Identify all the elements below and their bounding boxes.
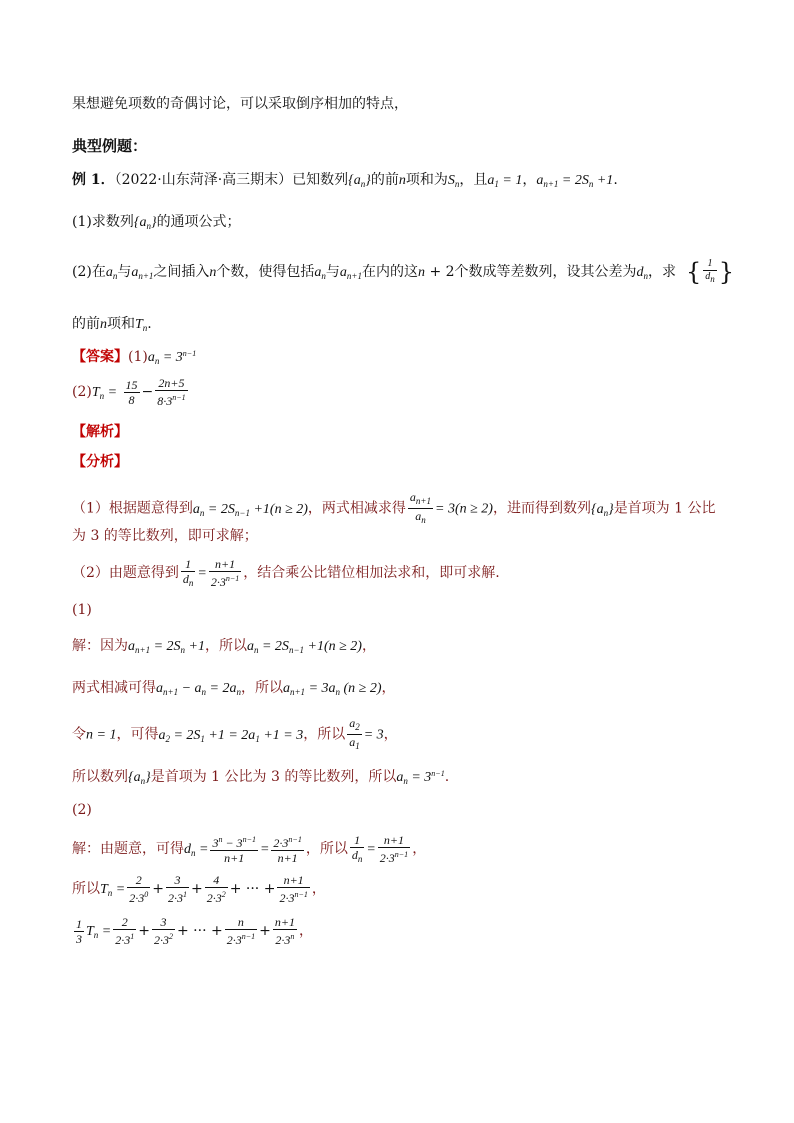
fenxi-line-2: 为 3 的等比数列，即可求解； — [72, 528, 258, 544]
sol2-label: (2) — [72, 802, 92, 818]
fenxi-text: （2）由题意得到 — [72, 565, 179, 581]
q2-text: 与 — [117, 264, 132, 280]
q2-text: ，求 — [648, 264, 677, 280]
q2-text: 之间插入 — [153, 264, 210, 280]
sol-text: ， — [412, 841, 427, 857]
answer-text: (2) — [72, 384, 92, 400]
sol-text: 令 — [72, 726, 86, 743]
sol2-line-1: 解：由题意，可得$d_n$ = $\frac{3^n - 3^{n-1}}{n+1}$ = $\frac{2\cdot 3^{n-1}}{n+1}$ ，所以 $\frac{1}{d_n}$ = $\frac{n+1}{2\cdot 3^{n-1}}$ ， — [72, 832, 427, 865]
fenxi-text: 是首项为 1 公比 — [613, 500, 716, 517]
q2-text: 的前 — [72, 316, 100, 332]
q1-text: (1)求数列 — [72, 214, 134, 230]
fenxi-line-1: （1）根据题意得到$a_n = 2S_{n-1} +1(n \ge 2)$，两式相减求得 $\frac{a_{n+1}}{a_n}$ = 3(n ≥ 2)，进而得到数列$\{a_n\}$是首项为 1 公比 — [72, 490, 716, 525]
fenxi-text: ，结合乘公比错位相加法求和，即可求解. — [243, 565, 500, 581]
intro-text: 果想避免项数的奇偶讨论，可以采取倒序相加的特点， — [72, 96, 408, 112]
fenxi-text: （1）根据题意得到 — [72, 500, 193, 517]
stem-text: 项和为 — [405, 172, 448, 188]
example-label: 例 1． — [72, 172, 115, 188]
answer-label: 【答案】 — [72, 349, 128, 365]
sol-text: ，所以 — [303, 726, 346, 743]
sol2-line-2: 所以$T_n$ = $\frac{2}{2\cdot 3^0}$ + $\frac{3}{2\cdot 3^1}$ + $\frac{4}{2\cdot 3^2}$ + ··· + $\frac{n+1}{2\cdot 3^{n-1}}$ ， — [72, 873, 326, 905]
q2-text: 个数，使得包括 — [216, 264, 315, 280]
question-1: (1)求数列$\{a_n\}$的通项公式； — [72, 214, 241, 231]
sol-text: ，所以 — [240, 680, 283, 696]
sol-text: 解：由题意，可得 — [72, 841, 184, 857]
sol1-line-3: 令n = 1，可得$a_2 = 2S_1 +1 = 2a_1 +1 = 3$，所以 $\frac{a_2}{a_1}$ = 3， — [72, 716, 398, 751]
q2-text: 在内的这 — [362, 264, 418, 280]
sol-text: 所以数列 — [72, 769, 128, 785]
sol1-line-1: 解：因为$a_{n+1} = 2S_n +1$，所以$a_n = 2S_{n-1} +1(n \ge 2)$， — [72, 638, 376, 655]
q2-text: (2)在 — [72, 264, 106, 280]
analysis-label: 【解析】 — [72, 424, 128, 440]
sol1-line-2: 两式相减可得$a_{n+1} - a_n = 2a_n$，所以$a_{n+1} = 3a_n$ (n ≥ 2)， — [72, 680, 396, 697]
q2-text: 与 — [325, 264, 340, 280]
fenxi-label: 【分析】 — [72, 454, 128, 470]
answer-text: (1) — [128, 349, 148, 365]
example-source: （2022·山东菏泽·高三期末） — [114, 172, 293, 188]
fenxi-text: ，两式相减求得 — [307, 500, 406, 517]
sol-text: 是首项为 1 公比为 3 的等比数列，所以 — [150, 769, 397, 785]
fenxi-line-3: （2）由题意得到 $\frac{1}{d_n}$ = $\frac{n+1}{2\cdot 3^{n-1}}$ ，结合乘公比错位相加法求和，即可求解. — [72, 556, 500, 589]
sol-text: 解：因为 — [72, 638, 128, 654]
question-2-tail: 的前n项和$T_n$. — [72, 316, 152, 333]
sol1-line-4: 所以数列$\{a_n\}$是首项为 1 公比为 3 的等比数列，所以$a_n = 3^{n-1}$. — [72, 769, 450, 786]
reciprocal-set: { $\frac{1}{dn}$ } — [686, 257, 735, 286]
sol-text: ， — [298, 923, 313, 939]
stem-text: ，且 — [459, 172, 488, 188]
sol-text: ，所以 — [305, 841, 348, 857]
sol-text: ， — [311, 881, 326, 897]
example-stem: 例 1．（2022·山东菏泽·高三期末）已知数列$\{a_n\}$的前n项和为$S_n$，且$a_1 = 1$，$a_{n+1} = 2S_n +1$. — [72, 172, 618, 189]
sol-text: ， — [383, 726, 398, 743]
sol-text: . — [444, 769, 450, 785]
sol-text: ，可得 — [116, 726, 159, 743]
q2-text: . — [147, 316, 152, 332]
sol-text: 所以 — [72, 881, 100, 897]
q2-text: 项和 — [107, 316, 135, 332]
q1-text: 的通项公式； — [156, 214, 241, 230]
fenxi-text: ，进而得到数列 — [492, 500, 591, 517]
section-heading: 典型例题： — [72, 137, 148, 155]
sol2-line-3: $\frac{1}{3}$ $T_n$ = $\frac{2}{2\cdot 3^1}$ + $\frac{3}{2\cdot 3^2}$ + ··· + $\frac{n}{2\cdot 3^{n-1}}$ + $\frac{n+1}{2\cdot 3^n}$ ， — [76, 915, 313, 947]
sol-text: ， — [361, 638, 376, 654]
sol-text: ， — [381, 680, 396, 696]
question-2: (2)在$a_n$与$a_{n+1}$之间插入n个数，使得包括$a_n$与$a_{n+1}$在内的这n + 2个数成等差数列，设其公差为$d_n$，求 — [72, 264, 677, 281]
q2-text: 个数成等差数列，设其公差为 — [454, 264, 637, 280]
stem-text: ， — [522, 172, 537, 188]
answer-2: $(2)T_n$ = $\frac{15}{8}$ − $\frac{2n+5}{8\cdot 3^{n-1}}$ — [72, 376, 186, 408]
stem-text: 已知数列 — [292, 172, 349, 188]
answer-1: 【答案】$(1)a_n = 3^{n-1}$ — [72, 349, 197, 366]
sol1-label: (1) — [72, 602, 92, 618]
sol-text: ，所以 — [204, 638, 247, 654]
sol-text: 两式相减可得 — [72, 680, 156, 696]
stem-text: 的前 — [370, 172, 399, 188]
